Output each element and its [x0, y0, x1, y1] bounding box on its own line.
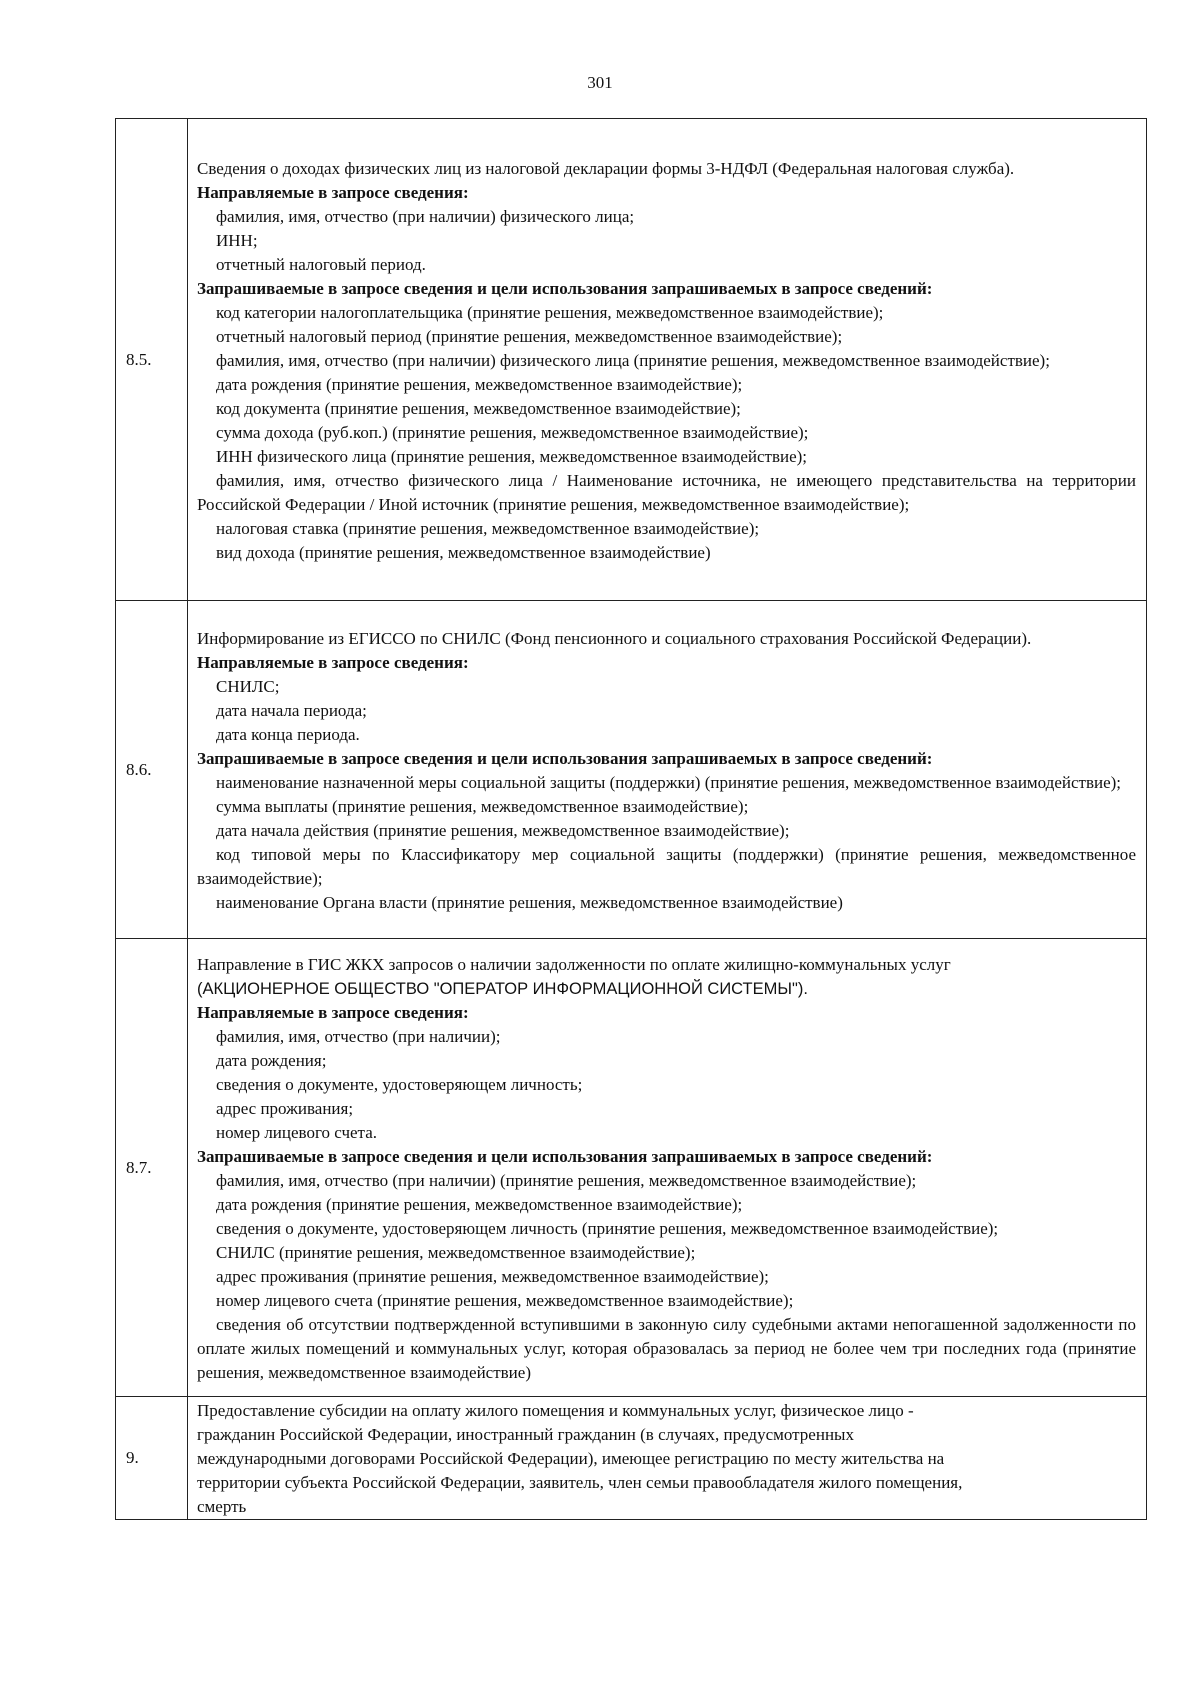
list-item: сведения о документе, удостоверяющем личность; [216, 1074, 583, 1094]
list-item: фамилия, имя, отчество (при наличии) (принятие решения, межведомственное взаимодействие); [216, 1170, 917, 1190]
services-table [115, 118, 1147, 1520]
list-item: номер лицевого счета. [216, 1122, 377, 1142]
list-item: ИНН физического лица (принятие решения, межведомственное взаимодействие); [216, 446, 808, 466]
row-text-line: смерть [197, 1497, 247, 1516]
list-item: адрес проживания; [216, 1098, 354, 1118]
page-number: 301 [587, 73, 613, 92]
list-item: код типовой меры по Классификатору мер социальной защиты (поддержки) (принятие решения, межведомственное взаимодействие); [197, 844, 1136, 888]
list-item: дата рождения; [216, 1050, 327, 1070]
list-item: фамилия, имя, отчество (при наличии) физического лица; [216, 206, 635, 226]
list-item: сумма выплаты (принятие решения, межведомственное взаимодействие); [216, 796, 749, 816]
list-item: налоговая ставка (принятие решения, межведомственное взаимодействие); [216, 518, 760, 538]
row-text-line: Предоставление субсидии на оплату жилого помещения и коммунальных услуг, физическое лицо - [197, 1401, 914, 1420]
list-item: сведения об отсутствии подтвержденной вступившими в законную силу судебными актами непогашенной задолженности по оплате жилых помещений и коммунальных услуг, которая образовалась за период не более чем три последних года (принятие решения, межведомственное взаимодействие) [197, 1314, 1136, 1382]
list-item: дата начала действия (принятие решения, межведомственное взаимодействие); [216, 820, 790, 840]
list-item: ИНН; [216, 230, 258, 250]
sent-label: Направляемые в запросе сведения: [197, 1002, 469, 1022]
list-item: отчетный налоговый период. [216, 254, 426, 274]
list-item: наименование Органа власти (принятие решения, межведомственное взаимодействие) [216, 892, 843, 912]
list-item: отчетный налоговый период (принятие решения, межведомственное взаимодействие); [216, 326, 843, 346]
row-title: Направление в ГИС ЖКХ запросов о наличии задолженности по оплате жилищно-коммунальных услуг [197, 954, 951, 974]
row-title: Сведения о доходах физических лиц из налоговой декларации формы 3-НДФЛ (Федеральная налоговая служба). [197, 158, 1015, 178]
row-text-line: гражданин Российской Федерации, иностранный гражданин (в случаях, предусмотренных [197, 1425, 854, 1444]
list-item: наименование назначенной меры социальной защиты (поддержки) (принятие решения, межведомственное взаимодействие); [216, 772, 1122, 792]
table-row-8-6 [116, 601, 1147, 939]
row-text-line: территории субъекта Российской Федерации, заявитель, член семьи правообладателя жилого помещения, [197, 1473, 963, 1492]
list-item: фамилия, имя, отчество физического лица / Наименование источника, не имеющего представительства на территории Российской Федерации / Иной источник (принятие решения, межведомственное взаимодействие); [197, 470, 1136, 514]
row-number: 8.6. [116, 601, 188, 939]
list-item: СНИЛС; [216, 676, 280, 696]
row-text-line: международными договорами Российской Федерации), имеющее регистрацию по месту жительства на [197, 1449, 945, 1468]
list-item: дата рождения (принятие решения, межведомственное взаимодействие); [216, 374, 743, 394]
list-item: адрес проживания (принятие решения, межведомственное взаимодействие); [216, 1266, 769, 1286]
list-item: фамилия, имя, отчество (при наличии); [216, 1026, 501, 1046]
table-row-8-5 [116, 119, 1147, 601]
row-number: 9. [116, 1397, 188, 1520]
row-content [188, 1397, 1147, 1520]
sent-label: Направляемые в запросе сведения: [197, 182, 469, 202]
sent-label: Направляемые в запросе сведения: [197, 652, 469, 672]
row-number: 8.5. [116, 119, 188, 601]
list-item: код документа (принятие решения, межведомственное взаимодействие); [216, 398, 741, 418]
list-item: сведения о документе, удостоверяющем личность (принятие решения, межведомственное взаимодействие); [216, 1218, 999, 1238]
list-item: дата рождения (принятие решения, межведомственное взаимодействие); [216, 1194, 743, 1214]
list-item: код категории налогоплательщика (принятие решения, межведомственное взаимодействие); [216, 302, 884, 322]
row-content [188, 119, 1147, 601]
requested-label: Запрашиваемые в запросе сведения и цели использования запрашиваемых в запросе сведений: [197, 748, 933, 768]
requested-label: Запрашиваемые в запросе сведения и цели использования запрашиваемых в запросе сведений: [197, 278, 933, 298]
list-item: вид дохода (принятие решения, межведомственное взаимодействие) [216, 542, 711, 562]
list-item: номер лицевого счета (принятие решения, межведомственное взаимодействие); [216, 1290, 794, 1310]
row-title: Информирование из ЕГИССО по СНИЛС (Фонд пенсионного и социального страхования Российской Федерации). [197, 628, 1032, 648]
list-item: фамилия, имя, отчество (при наличии) физического лица (принятие решения, межведомственное взаимодействие); [216, 350, 1050, 370]
table-row-9 [116, 1397, 1147, 1520]
row-content [188, 939, 1147, 1397]
row-number: 8.7. [116, 939, 188, 1397]
list-item: сумма дохода (руб.коп.) (принятие решения, межведомственное взаимодействие); [216, 422, 809, 442]
table-row-8-7 [116, 939, 1147, 1397]
list-item: СНИЛС (принятие решения, межведомственное взаимодействие); [216, 1242, 696, 1262]
requested-label: Запрашиваемые в запросе сведения и цели использования запрашиваемых в запросе сведений: [197, 1146, 933, 1166]
row-title-org: (АКЦИОНЕРНОЕ ОБЩЕСТВО "ОПЕРАТОР ИНФОРМАЦИОННОЙ СИСТЕМЫ"). [197, 979, 808, 998]
list-item: дата начала периода; [216, 700, 367, 720]
list-item: дата конца периода. [216, 724, 360, 744]
row-content [188, 601, 1147, 939]
